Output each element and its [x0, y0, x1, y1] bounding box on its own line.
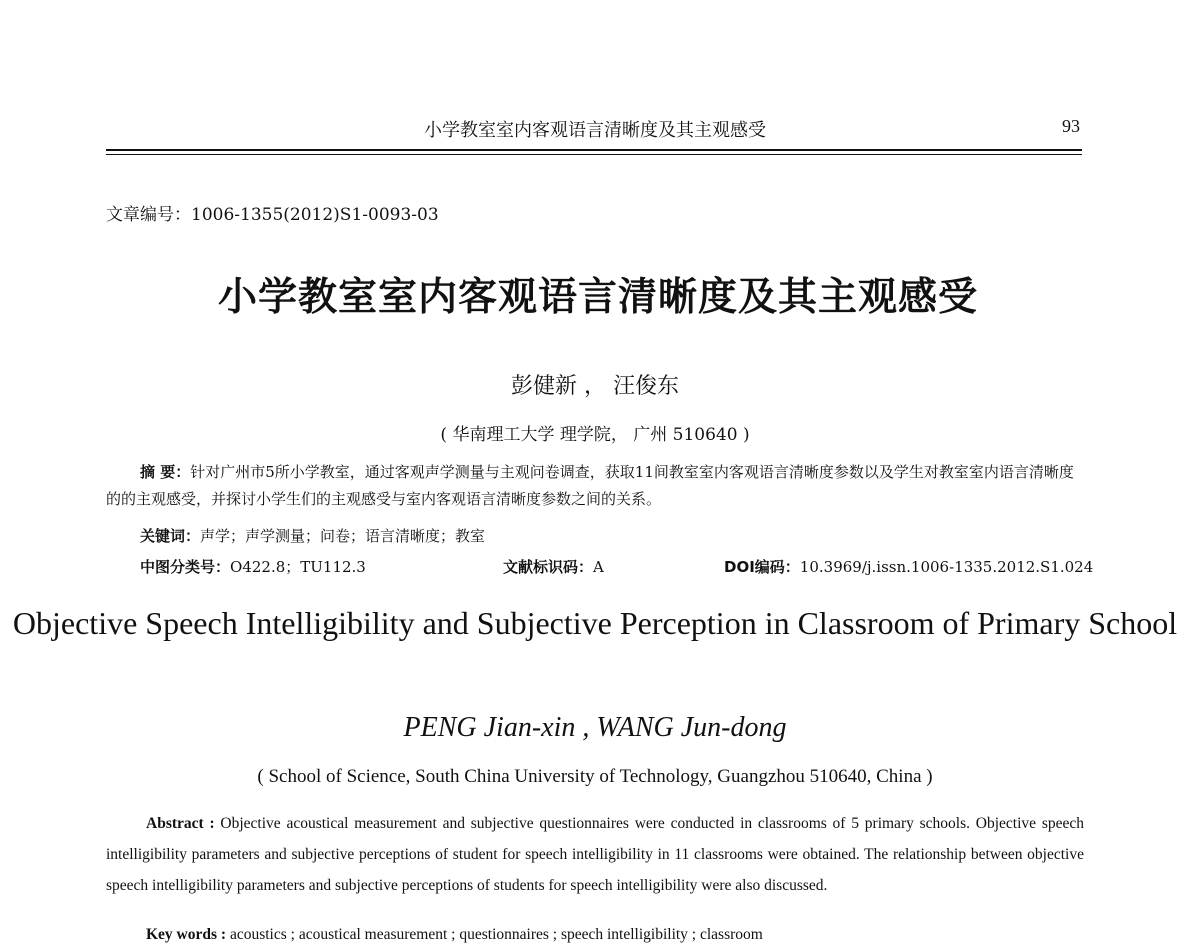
chinese-abstract-text: 针对广州市5所小学教室，通过客观声学测量与主观问卷调查，获取11间教室室内客观语言清晰度参数以及学生对教室室内语言清晰度的的主观感受，并探讨小学生们的主观感受与室内客观语言清晰度参数之间的关系。 — [106, 463, 1074, 508]
chinese-authors: 彭健新 ， 汪俊东 — [511, 374, 679, 399]
chinese-title: 小学教室室内客观语言清晰度及其主观感受 — [217, 275, 978, 320]
english-keywords-text: acoustics ; acoustical measurement ; questionnaires ; speech intelligibility ; classroom — [229, 926, 763, 943]
english-authors: PENG Jian-xin , WANG Jun-dong — [403, 712, 787, 743]
chinese-affiliation: ( 华南理工大学 理学院， 广州 510640 ) — [440, 425, 750, 445]
doi — [724, 556, 1093, 577]
english-keywords — [146, 926, 763, 944]
document-code-label: 文献标识码： — [503, 558, 594, 576]
english-abstract — [106, 808, 1084, 901]
page-number: 93 — [1062, 116, 1080, 136]
chinese-abstract — [106, 459, 1082, 513]
article-number: 文章编号：1006-1355(2012)S1-0093-03 — [106, 205, 439, 225]
header-rule-top — [106, 149, 1082, 151]
header-rule-bottom — [106, 154, 1082, 155]
classification-label: 中图分类号： — [140, 558, 231, 576]
chinese-abstract-label: 摘 要： — [140, 463, 191, 481]
classification-text: O422.8；TU112.3 — [230, 558, 366, 576]
doi-text: 10.3969/j.issn.1006-1335.2012.S1.024 — [799, 558, 1094, 576]
document-code-text: A — [593, 558, 604, 576]
document-code — [503, 556, 604, 577]
running-title: 小学教室室内客观语言清晰度及其主观感受 — [424, 120, 766, 141]
english-affiliation: ( School of Science, South China University of Technology, Guangzhou 510640, China ) — [257, 766, 933, 787]
chinese-keywords-label: 关键词： — [140, 527, 201, 545]
doi-label: DOI编码： — [724, 558, 800, 576]
english-title: Objective Speech Intelligibility and Subjective Perception in Classroom of Primary School — [12, 605, 1178, 641]
chinese-keywords-text: 声学；声学测量；问卷；语言清晰度；教室 — [200, 527, 486, 545]
english-keywords-label: Key words : — [146, 926, 230, 943]
classification-number — [140, 556, 366, 577]
english-abstract-label: Abstract : — [146, 815, 221, 832]
chinese-keywords — [140, 525, 485, 546]
english-abstract-text: Objective acoustical measurement and subjective questionnaires were conducted in classrooms of 5 primary schools. Objective speech intelligibility parameters and subjective perceptions of student for speech intelligibility in 11 classrooms were obtained. The relationship between objective speech intelligibility parameters and subjective perceptions of students for speech intelligibility were also discussed. — [106, 815, 1084, 894]
